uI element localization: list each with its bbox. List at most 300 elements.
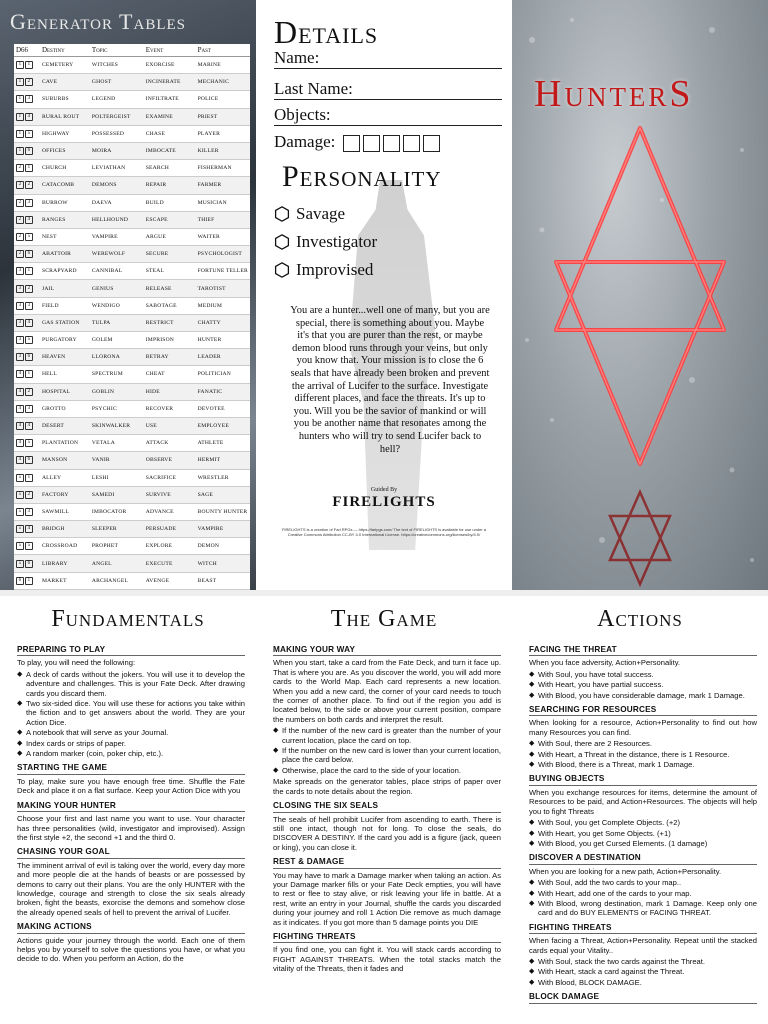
table-cell: MECHANIC bbox=[196, 74, 250, 91]
objects-field: Objects: bbox=[274, 104, 502, 126]
dice-cell bbox=[14, 125, 40, 142]
list-item: ◆ With Heart, a Threat in the distance, there is 1 Resource. bbox=[529, 750, 757, 759]
table-cell: WEREWOLF bbox=[90, 246, 144, 263]
table-cell: HELL bbox=[40, 366, 90, 383]
paragraph: You may have to mark a Damage marker when taking an action. As your Damage marker fills or your Fate Deck empties, you will have to rest or flee to stay alive, or risk leaving your life in battle. At a rest, write an entry in your Journal, shuffle the cards you discarded during your journey and roll 1 Action Die remove as much damage as it indicates. If you got more than 5 damage points you DIE bbox=[273, 870, 501, 927]
die-icon: 6 bbox=[25, 250, 33, 258]
dice-cell bbox=[14, 572, 40, 589]
die-icon: 3 bbox=[16, 302, 24, 310]
die-icon: 5 bbox=[25, 542, 33, 550]
table-row bbox=[14, 142, 250, 159]
dice-cell bbox=[14, 177, 40, 194]
table-row bbox=[14, 572, 250, 589]
table-cell: INCINERATE bbox=[144, 74, 196, 91]
damage-box-5 bbox=[423, 135, 440, 152]
die-icon: 5 bbox=[16, 474, 24, 482]
dice-cell bbox=[14, 108, 40, 125]
table-row bbox=[14, 228, 250, 245]
die-icon: 4 bbox=[16, 370, 24, 378]
table-cell: FACTORY bbox=[40, 486, 90, 503]
table-cell: POLICE bbox=[196, 91, 250, 108]
die-icon: 2 bbox=[25, 388, 33, 396]
die-icon: 1 bbox=[25, 370, 33, 378]
die-icon: 4 bbox=[25, 216, 33, 224]
details-panel bbox=[256, 0, 512, 590]
table-cell: SURVIVE bbox=[144, 486, 196, 503]
column-header: Destiny bbox=[40, 44, 90, 57]
list-item: ◆ With Blood, wrong destination, mark 1 Damage. Keep only one card and do BUY ELEMENTS or FACING THREAT. bbox=[529, 899, 757, 918]
list-item: ◆ A notebook that will serve as your Journal. bbox=[17, 728, 245, 737]
die-icon: 2 bbox=[25, 285, 33, 293]
dice-cell bbox=[14, 246, 40, 263]
die-icon: 1 bbox=[25, 164, 33, 172]
table-cell: PROPHET bbox=[90, 538, 144, 555]
table-cell: HUNTER bbox=[196, 332, 250, 349]
die-icon: 5 bbox=[16, 508, 24, 516]
dice-cell bbox=[14, 91, 40, 108]
table-cell: NEST bbox=[40, 228, 90, 245]
list-item: ◆ Two six-sided dice. You will use these for actions you take within the fiction and to get answers about the world. They are your Action Dice. bbox=[17, 699, 245, 727]
personality-option-savage bbox=[274, 204, 345, 224]
list-item: ◆ With Soul, you have total success. bbox=[529, 670, 757, 679]
die-icon: 1 bbox=[16, 61, 24, 69]
die-icon: 6 bbox=[16, 577, 24, 585]
section-heading: STARTING THE GAME bbox=[17, 763, 245, 774]
table-row bbox=[14, 486, 250, 503]
table-row bbox=[14, 435, 250, 452]
table-cell: MANSON bbox=[40, 452, 90, 469]
table-cell: EMPLOYEE bbox=[196, 417, 250, 434]
dice-cell bbox=[14, 57, 40, 74]
table-cell: WAITER bbox=[196, 228, 250, 245]
table-cell: HOSPITAL bbox=[40, 383, 90, 400]
die-icon: 2 bbox=[16, 164, 24, 172]
table-cell: ANGEL bbox=[90, 555, 144, 572]
table-row bbox=[14, 417, 250, 434]
dice-cell bbox=[14, 366, 40, 383]
table-cell: AVENGE bbox=[144, 572, 196, 589]
table-row bbox=[14, 332, 250, 349]
dice-cell bbox=[14, 417, 40, 434]
table-cell: RANGES bbox=[40, 211, 90, 228]
die-icon: 5 bbox=[25, 336, 33, 344]
die-icon: 4 bbox=[16, 456, 24, 464]
table-cell: CHURCH bbox=[40, 160, 90, 177]
column-header: Event bbox=[144, 44, 196, 57]
table-cell: SKINWALKER bbox=[90, 417, 144, 434]
table-cell: SPECTRUM bbox=[90, 366, 144, 383]
table-cell: JAIL bbox=[40, 280, 90, 297]
dice-cell bbox=[14, 142, 40, 159]
column-header: Past bbox=[196, 44, 250, 57]
table-cell: OFFICES bbox=[40, 142, 90, 159]
table-cell: MARINE bbox=[196, 57, 250, 74]
personality-title: Personality bbox=[282, 160, 442, 193]
table-cell: VETALA bbox=[90, 435, 144, 452]
table-cell: BEAST bbox=[196, 572, 250, 589]
the-game-panel bbox=[256, 596, 512, 1024]
table-cell: RESTRICT bbox=[144, 314, 196, 331]
table-cell: IMBOCATOR bbox=[90, 503, 144, 520]
table-row bbox=[14, 366, 250, 383]
the-game-column bbox=[273, 640, 501, 976]
table-cell: ATHLETE bbox=[196, 435, 250, 452]
die-icon: 2 bbox=[25, 78, 33, 86]
table-cell: FISHERMAN bbox=[196, 160, 250, 177]
table-row bbox=[14, 125, 250, 142]
list-item: ◆ If the number of the new card is greater than the number of your current location, place the card on top. bbox=[273, 726, 501, 745]
die-icon: 5 bbox=[25, 439, 33, 447]
table-cell: SACRIFICE bbox=[144, 469, 196, 486]
guided-by-label: Guided By bbox=[370, 487, 398, 493]
table-cell: THIEF bbox=[196, 211, 250, 228]
die-icon: 2 bbox=[16, 233, 24, 241]
dice-cell bbox=[14, 194, 40, 211]
damage-label: Damage: bbox=[274, 132, 336, 151]
table-cell: PLANTATION bbox=[40, 435, 90, 452]
table-cell: GHOST bbox=[90, 74, 144, 91]
table-row bbox=[14, 74, 250, 91]
table-cell: MUSICIAN bbox=[196, 194, 250, 211]
damage-box-2 bbox=[363, 135, 380, 152]
actions-title: Actions bbox=[597, 606, 683, 632]
bullet-list bbox=[529, 739, 757, 769]
generator-table bbox=[14, 44, 250, 590]
table-cell: SAGE bbox=[196, 486, 250, 503]
table-cell: HIDE bbox=[144, 383, 196, 400]
dice-cell bbox=[14, 469, 40, 486]
paragraph: The imminent arrival of evil is taking over the world, every day more and more people die at the hands of beasts or are possessed by demons to carry out their plans. You are the only HUNTER with the knowledge, courage and strength to close the six seals already broken, fight the beasts, exorcise the demons and somehow close the already opened seals of hell to prevent the arrival of Lucifer. bbox=[17, 860, 245, 917]
die-icon: 3 bbox=[25, 302, 33, 310]
hexagon-icon bbox=[274, 234, 290, 250]
table-cell: PERSUADE bbox=[144, 521, 196, 538]
table-row bbox=[14, 297, 250, 314]
dice-cell bbox=[14, 74, 40, 91]
list-item: ◆ Index cards or strips of paper. bbox=[17, 739, 245, 748]
table-cell: HERMIT bbox=[196, 452, 250, 469]
die-icon: 4 bbox=[16, 422, 24, 430]
table-cell: EXAMINE bbox=[144, 108, 196, 125]
list-item: ◆ With Heart, add one of the cards to your map. bbox=[529, 889, 757, 898]
dice-cell bbox=[14, 400, 40, 417]
section-heading: FACING THE THREAT bbox=[529, 645, 757, 656]
table-cell: LEGEND bbox=[90, 91, 144, 108]
die-icon: 5 bbox=[16, 491, 24, 499]
table-cell: GOLEM bbox=[90, 332, 144, 349]
section-heading: CHASING YOUR GOAL bbox=[17, 847, 245, 858]
firelights-logo: FIRELIGHTS bbox=[332, 494, 436, 510]
die-icon: 1 bbox=[25, 267, 33, 275]
die-icon: 5 bbox=[25, 233, 33, 241]
table-cell: SLEEPER bbox=[90, 521, 144, 538]
die-icon: 2 bbox=[25, 181, 33, 189]
table-cell: GAS STATION bbox=[40, 314, 90, 331]
table-row bbox=[14, 160, 250, 177]
section-heading: FIGHTING THREATS bbox=[273, 932, 501, 943]
personality-option-investigator bbox=[274, 232, 377, 252]
table-cell: GROTTO bbox=[40, 400, 90, 417]
intro-text: You are a hunter...well one of many, but you are special, there is something about you. Maybe it's that you are purer than the rest, or maybe demon blood runs through your veins, but only you know that. Your mission is to close the 6 seals that have already been broken and prevent the arrival of Lucifer to the surface. Investigate different places, and face the threats. It's up to you. Will you be the savior of mankind or will you be another name that resonates among the hunters who will try to send Lucifer back to hell? bbox=[290, 305, 490, 455]
table-cell: SUBURBS bbox=[40, 91, 90, 108]
table-cell: TAROTIST bbox=[196, 280, 250, 297]
table-cell: WENDIGO bbox=[90, 297, 144, 314]
list-item: ◆ With Soul, you get Complete Objects. (+2) bbox=[529, 818, 757, 827]
die-icon: 3 bbox=[25, 508, 33, 516]
list-item: ◆ If the number on the new card is lower than your current location, place the card below. bbox=[273, 746, 501, 765]
personality-label: Improvised bbox=[296, 260, 374, 279]
die-icon: 5 bbox=[25, 130, 33, 138]
personality-label: Savage bbox=[296, 204, 346, 223]
table-row bbox=[14, 211, 250, 228]
dice-cell bbox=[14, 521, 40, 538]
table-cell: GOBLIN bbox=[90, 383, 144, 400]
table-row bbox=[14, 469, 250, 486]
paragraph: When facing a Threat, Action+Personality. Repeat until the stacked cards equal your Vitality.. bbox=[529, 936, 757, 955]
table-cell: EXPLORE bbox=[144, 538, 196, 555]
bullet-list bbox=[529, 818, 757, 848]
table-cell: ESCAPE bbox=[144, 211, 196, 228]
table-cell: SEARCH bbox=[144, 160, 196, 177]
dice-cell bbox=[14, 486, 40, 503]
table-cell: LESHI bbox=[90, 469, 144, 486]
table-row bbox=[14, 349, 250, 366]
table-cell: BOUNTY HUNTER bbox=[196, 503, 250, 520]
paragraph: Actions guide your journey through the world. Each one of them helps you by yourself to solve the questions you have, or what you decide to do. When you perform an Action, do the bbox=[17, 935, 245, 964]
die-icon: 2 bbox=[16, 199, 24, 207]
table-cell: ARGUE bbox=[144, 228, 196, 245]
section-heading: MAKING YOUR HUNTER bbox=[17, 801, 245, 812]
table-cell: SAWMILL bbox=[40, 503, 90, 520]
die-icon: 3 bbox=[16, 319, 24, 327]
die-icon: 3 bbox=[25, 95, 33, 103]
table-cell: VAMPIRE bbox=[196, 521, 250, 538]
table-row bbox=[14, 263, 250, 280]
table-cell: CHEAT bbox=[144, 366, 196, 383]
die-icon: 1 bbox=[16, 113, 24, 121]
table-cell: CANNIBAL bbox=[90, 263, 144, 280]
table-cell: CROSSROAD bbox=[40, 538, 90, 555]
table-cell: WITCHES bbox=[90, 57, 144, 74]
list-item: ◆ With Soul, there are 2 Resources. bbox=[529, 739, 757, 748]
paragraph: If you find one, you can fight it. You will stack cards according to FIGHT AGAINST THREATS. When the total stacks match the vitality of the Threats, then it fades and bbox=[273, 945, 501, 974]
die-icon: 3 bbox=[16, 285, 24, 293]
die-icon: 6 bbox=[25, 456, 33, 464]
actions-panel bbox=[512, 596, 768, 1024]
fundamentals-title: Fundamentals bbox=[51, 606, 205, 632]
small-hexagram-icon bbox=[610, 492, 670, 584]
dice-cell bbox=[14, 314, 40, 331]
column-header: D66 bbox=[14, 44, 40, 57]
list-item: ◆ With Blood, you get Cursed Elements. (1 damage) bbox=[529, 839, 757, 848]
bullet-list bbox=[17, 670, 245, 759]
die-icon: 2 bbox=[25, 491, 33, 499]
die-icon: 6 bbox=[25, 353, 33, 361]
paragraph: To play, you will need the following: bbox=[17, 658, 136, 668]
die-icon: 4 bbox=[25, 525, 33, 533]
dice-cell bbox=[14, 332, 40, 349]
dice-cell bbox=[14, 503, 40, 520]
dice-cell bbox=[14, 297, 40, 314]
paragraph: To play, make sure you have enough free time. Shuffle the Fate Deck and place it on a flat surface. Keep your Action Dice with you bbox=[17, 776, 245, 796]
name-field: Name: bbox=[274, 47, 502, 69]
list-item: ◆ With Blood, there is a Threat, mark 1 Damage. bbox=[529, 760, 757, 769]
table-cell: HEAVEN bbox=[40, 349, 90, 366]
die-icon: 4 bbox=[25, 113, 33, 121]
section-heading: SEARCHING FOR RESOURCES bbox=[529, 705, 757, 716]
die-icon: 5 bbox=[16, 525, 24, 533]
hexagon-icon bbox=[274, 262, 290, 278]
table-cell: MARKET bbox=[40, 572, 90, 589]
die-icon: 6 bbox=[25, 147, 33, 155]
section-heading: MAKING YOUR WAY bbox=[273, 645, 501, 656]
table-row bbox=[14, 108, 250, 125]
die-icon: 1 bbox=[25, 474, 33, 482]
die-icon: 6 bbox=[25, 560, 33, 568]
paragraph: When looking for a resource, Action+Personality to find out how many Resources you can find. bbox=[529, 718, 757, 737]
table-cell: LEVIATHAN bbox=[90, 160, 144, 177]
dice-cell bbox=[14, 160, 40, 177]
table-row bbox=[14, 57, 250, 74]
die-icon: 2 bbox=[16, 216, 24, 224]
table-cell: EXECUTE bbox=[144, 555, 196, 572]
the-game-title: The Game bbox=[330, 606, 438, 632]
paragraph: When you are looking for a new path, Action+Personality. bbox=[529, 866, 722, 876]
table-cell: TULPA bbox=[90, 314, 144, 331]
table-cell: USE bbox=[144, 417, 196, 434]
table-cell: IMBOCATE bbox=[144, 142, 196, 159]
die-icon: 5 bbox=[16, 560, 24, 568]
table-cell: REPAIR bbox=[144, 177, 196, 194]
table-cell: CATACOMB bbox=[40, 177, 90, 194]
table-cell: ARCHANGEL bbox=[90, 572, 144, 589]
bullet-list bbox=[273, 726, 501, 775]
table-cell: DEMONS bbox=[90, 177, 144, 194]
table-cell: EXORCISE bbox=[144, 57, 196, 74]
table-cell: CEMETERY bbox=[40, 57, 90, 74]
table-cell: DESERT bbox=[40, 417, 90, 434]
bullet-list bbox=[529, 878, 757, 918]
paragraph: When you face adversity, Action+Personality. bbox=[529, 658, 681, 668]
section-heading: MAKING ACTIONS bbox=[17, 922, 245, 933]
die-icon: 3 bbox=[16, 267, 24, 275]
table-cell: SABOTAGE bbox=[144, 297, 196, 314]
table-cell: MEDIUM bbox=[196, 297, 250, 314]
die-icon: 2 bbox=[16, 250, 24, 258]
table-cell: BUILD bbox=[144, 194, 196, 211]
table-cell: POSSESSED bbox=[90, 125, 144, 142]
table-cell: SAMEDI bbox=[90, 486, 144, 503]
table-row bbox=[14, 177, 250, 194]
dice-cell bbox=[14, 383, 40, 400]
table-cell: BRIDGH bbox=[40, 521, 90, 538]
details-title: Details bbox=[274, 14, 379, 50]
die-icon: 1 bbox=[16, 130, 24, 138]
table-cell: PURGATORY bbox=[40, 332, 90, 349]
dice-cell bbox=[14, 280, 40, 297]
table-cell: FARMER bbox=[196, 177, 250, 194]
list-item: ◆ A random marker (coin, poker chip, etc.). bbox=[17, 749, 245, 758]
list-item: ◆ With Soul, add the two cards to your map.. bbox=[529, 878, 757, 887]
table-cell: VANIR bbox=[90, 452, 144, 469]
dice-cell bbox=[14, 555, 40, 572]
table-row bbox=[14, 452, 250, 469]
table-cell: BETRAY bbox=[144, 349, 196, 366]
die-icon: 4 bbox=[16, 388, 24, 396]
table-cell: BURROW bbox=[40, 194, 90, 211]
section-heading: REST & DAMAGE bbox=[273, 857, 501, 868]
personality-option-improvised bbox=[274, 260, 373, 280]
table-row bbox=[14, 246, 250, 263]
table-row bbox=[14, 538, 250, 555]
table-cell: LEADER bbox=[196, 349, 250, 366]
paragraph: Make spreads on the generator tables, place strips of paper over the cards to note details about the region. bbox=[273, 777, 501, 796]
table-cell: ALLEY bbox=[40, 469, 90, 486]
section-heading: BUYING OBJECTS bbox=[529, 774, 757, 785]
table-cell: OBSERVE bbox=[144, 452, 196, 469]
table-cell: GENIUS bbox=[90, 280, 144, 297]
table-cell: WITCH bbox=[196, 555, 250, 572]
dice-cell bbox=[14, 228, 40, 245]
fundamentals-panel bbox=[0, 596, 256, 1024]
table-cell: MOIRA bbox=[90, 142, 144, 159]
table-cell: POLITICIAN bbox=[196, 366, 250, 383]
damage-box-4 bbox=[403, 135, 420, 152]
table-cell: ATTACK bbox=[144, 435, 196, 452]
table-cell: PSYCHIC bbox=[90, 400, 144, 417]
hexagon-icon bbox=[274, 206, 290, 222]
die-icon: 2 bbox=[16, 181, 24, 189]
table-row bbox=[14, 400, 250, 417]
table-cell: IMPRISON bbox=[144, 332, 196, 349]
section-heading: FIGHTING THREATS bbox=[529, 923, 757, 934]
table-cell: SCRAPYARD bbox=[40, 263, 90, 280]
list-item: ◆ Otherwise, place the card to the side of your location. bbox=[273, 766, 501, 775]
list-item: ◆ With Blood, BLOCK DAMAGE. bbox=[529, 978, 757, 987]
table-cell: PLAYER bbox=[196, 125, 250, 142]
die-icon: 4 bbox=[25, 422, 33, 430]
die-icon: 4 bbox=[25, 319, 33, 327]
die-icon: 3 bbox=[25, 199, 33, 207]
table-cell: DAEVA bbox=[90, 194, 144, 211]
table-cell: PSYCHOLOGIST bbox=[196, 246, 250, 263]
die-icon: 1 bbox=[25, 61, 33, 69]
dice-cell bbox=[14, 349, 40, 366]
personality-label: Investigator bbox=[296, 232, 378, 251]
dice-cell bbox=[14, 263, 40, 280]
list-item: ◆ With Heart, stack a card against the Threat. bbox=[529, 967, 757, 976]
table-cell: INFILTRATE bbox=[144, 91, 196, 108]
paragraph: Choose your first and last name you want to use. Your character has three personalities (wild, investigator and improvised). Assign the first style +2, the second +1 and the third 0. bbox=[17, 814, 245, 842]
section-heading: PREPARING TO PLAY bbox=[17, 645, 245, 656]
die-icon: 1 bbox=[16, 147, 24, 155]
section-heading: BLOCK DAMAGE bbox=[529, 992, 757, 1003]
die-icon: 3 bbox=[16, 353, 24, 361]
table-cell: RURAL ROUT bbox=[40, 108, 90, 125]
dice-cell bbox=[14, 538, 40, 555]
table-cell: HIGHWAY bbox=[40, 125, 90, 142]
actions-column bbox=[529, 640, 757, 1006]
damage-field bbox=[274, 131, 502, 153]
column-header: Topic bbox=[90, 44, 144, 57]
last-name-field: Last Name: bbox=[274, 78, 502, 100]
hexagram-icon bbox=[556, 128, 724, 464]
die-icon: 1 bbox=[16, 78, 24, 86]
damage-box-1 bbox=[343, 135, 360, 152]
table-cell: STEAL bbox=[144, 263, 196, 280]
table-cell: FIELD bbox=[40, 297, 90, 314]
fundamentals-column bbox=[17, 640, 245, 966]
table-cell: PRIEST bbox=[196, 108, 250, 125]
